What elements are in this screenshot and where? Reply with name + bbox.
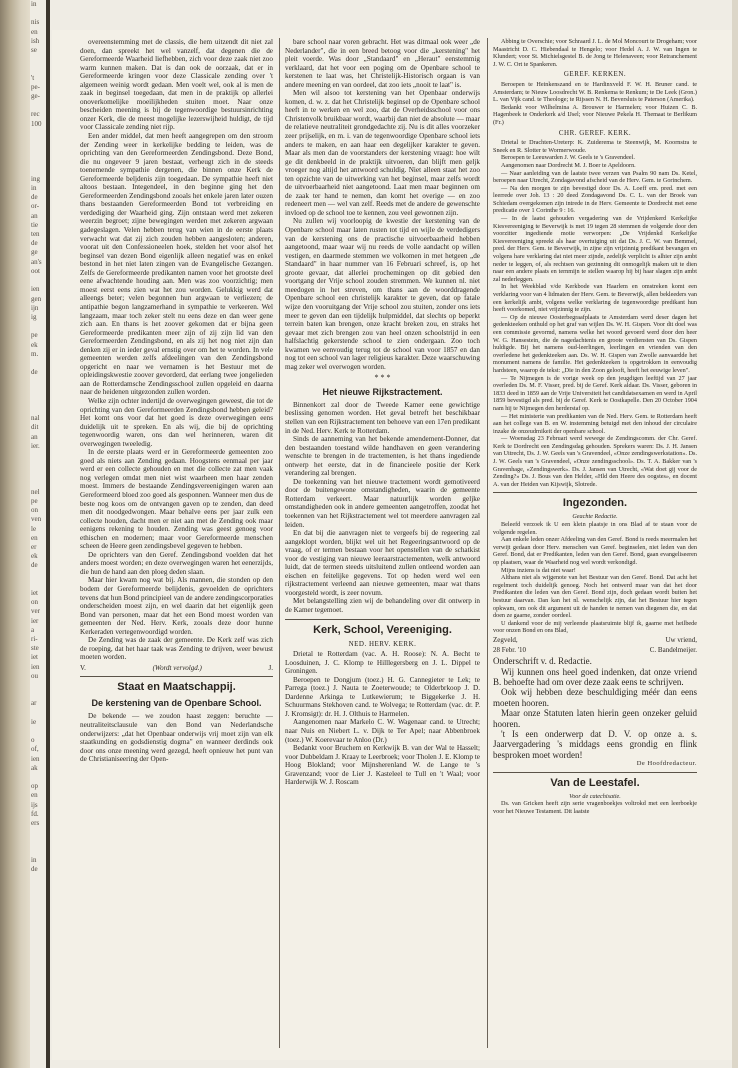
spine-fragment (31, 55, 45, 64)
letter-signature-1 (493, 637, 697, 645)
spine-fragment (31, 322, 45, 331)
col2-rule (285, 619, 480, 620)
column-divider-1 (279, 38, 280, 1048)
spine-fragment (31, 773, 45, 782)
spine-fragment (31, 727, 45, 736)
spine-fragment: dit (31, 423, 39, 432)
letter-place: Zegveld, (493, 635, 518, 644)
spine-fragment (31, 847, 45, 856)
paragraph: — Woensdag 23 Februari werd wewege de Zendingscomm. der Chr. Geref. Kerk te Dordrecht een Zendingsdag gehouden. Sprekers waren: Ds. J. H. Jansen van Uitrecht, Ds. J. W. Geels van 's Gravendeel, «Onze zendingswerkstation». Ds. J. W. Geels van 's Gravendeel, «Onze zendingsschool». Ds. T. A. Bakker van 's Gravenhage, «Zendingswerk». Ds. J. Jansen van Utrecht, «Wat doet gij voor de Zending?» Ds. J. Bous van den Helder, «Hld den Heere des oogstes», en docent A. van der Heiden van Kijswijk, Slotrede. (493, 435, 697, 488)
paragraph: Aangenomen naar Markelo C. W. Wagenaar cand. te Utrecht; naar Nuis en Niebert L. v. Dijk te Ter Apel; naar Abbenbroek (toez.) W. Koerevaar te Anloo (Dr.) (285, 718, 480, 744)
spine-fragment: tie (31, 220, 38, 229)
spine-fragment: an (31, 432, 38, 441)
spine-fragment: o (31, 736, 35, 745)
col1-signature (80, 664, 273, 673)
spine-fragment (31, 138, 45, 147)
col3-rule-2 (493, 772, 697, 773)
spine-fragment (31, 709, 45, 718)
spine-fragment: iet (31, 589, 38, 597)
spine-fragment: nis (31, 18, 40, 27)
paragraph: De toekenning van het nieuwe tractement wordt gemotiveerd door de buitengewone omstandigheden, waarin de gemeente Rotterdam verkeert. Maar natuurlijk worden geljke omstandigheden ook in andere gemeenten aangetroffen, zoodat het toekennen van het Rijkstractement wel tot meerdere aanvragen zal leiden. (285, 477, 480, 529)
paragraph: Wij kunnen ons heel goed indenken, dat onze vriend B. behoefte had om over deze zaak eens te schrijven. (493, 666, 697, 687)
spine-fragment (31, 828, 45, 837)
spine-fragment (31, 101, 45, 110)
paragraph: U dankend voor de mij verleende plaatsruimte blijf ik, gaarne met heilbede voor onzen Bond en ons Blad, (493, 619, 697, 635)
col1-sig-mid: (Wordt vervolgd.) (152, 663, 202, 672)
column-2 (285, 38, 480, 1058)
paragraph: Met belangstelling zien wij de behandeling over dit ontwerp in de Kamer tegemoet. (285, 597, 480, 614)
paragraph: In het Weekblad v/de Kerkbode van Haarlem en omstreken komt een verklaring voor van 4 lidmaten der Herv. Gem. te Beverwijk, allen bekleeders van een kerkelijk ambt, volgens welke verklaring de tegenwoordige predikant hun heeft voorkomed, niet vrijzinnig te zijn. (493, 283, 697, 314)
redaction-label: Onderschrift v. d. Redactie. (493, 656, 592, 667)
paragraph: Bedankt voor Wilhelmina A. Brouwer te Harmelen; voor Huizen C. B. Hagenbeek te Onderkerk a/d IJsel; voor Nieuwe Pekela H. Themaat te Berlikum (Fr.) (493, 103, 697, 126)
spine-fragment: 100 (31, 119, 42, 128)
spine-fragment (31, 9, 45, 18)
col3-leestafel-paragraph: Ds. van Gricken heeft zijn serie vragenboekjes voltrokd met een leerboekje voor het Nieuwe Testament. Dit laatste (493, 800, 697, 815)
paragraph: Drietal te Drachten-Ureterp: K. Zuiderema te Steenwijk, M. Koornstra te Sneek en R. Slotter te Wormerwoude. (493, 139, 697, 154)
spine-fragment (31, 451, 45, 460)
spine-fragment: pe (31, 496, 38, 505)
spine-fragment (31, 147, 45, 156)
paragraph: Beroepen te Dongjum (toez.) H. G. Cannegieter te Lek; te Parrega (toez.) J. Nauta te Zoeterwoude; te Olderbrkoop J. D. Dardenne Arkinga te Lutkewierum; te Biggekerke J. H. Schuurmans Stekhoven cand. te Wolvega; te Rotterdam (vac. dr. P. J. Kromsigt): dr. H. J. Olthuis te Harmelen. (285, 675, 480, 718)
col1-sig-right: J. (268, 663, 273, 672)
letter-close: Uw vriend, (665, 635, 697, 644)
spine-fragment: on (31, 598, 38, 607)
spine-fragment: en (31, 533, 38, 542)
article-heading-kerstening: De kerstening van de Openbare School. (91, 698, 262, 709)
paragraph: Beleefd verzoek ik U een klein plaatsje in ons Blad af te staan voor de volgende regelen. (493, 521, 697, 536)
paragraph: Welke zijn ochter indertijd de overwegingen geweest, die tot de oprichting van den Gereformeerden Zendingsbond hebben geleid? Het komt ons voor dat het goed is deze overwegingen eens duidelijk uit te spreken. En als wij, die bij de oprichting tegenwoordig waren, ons dan wel herinneren, waren dit overwegingen tweeledig. (80, 396, 273, 448)
spine-fragment: op (31, 782, 38, 791)
spine-fragment: ste (31, 644, 39, 653)
spine-fragment (31, 405, 45, 414)
spine-fragment: ijn (31, 303, 39, 312)
paragraph: — Naar aanleiding van de laatste twee verzen van Psalm 90 nam Ds. Ketel, beroepen naar Utrecht, Zondagavond afscheid van de Herv. Gem. te Gorinchem. (493, 169, 697, 185)
letter-name: C. Bandelmeijer. (649, 645, 697, 654)
spine-fragment: ig (31, 312, 37, 321)
spine-fragment (31, 377, 45, 386)
spine-fragment: se (31, 46, 37, 55)
col2-paragraphs-kerk (285, 650, 480, 787)
subheading-ned-herv-kerk: NED. HERV. KERK. (348, 639, 417, 648)
spine-fragment: ge- (31, 92, 40, 101)
spine-fragment: en (31, 791, 38, 800)
article-heading-rijkstractement: Het nieuwe Rijkstractement. (322, 386, 443, 397)
spine-fragment: ge (31, 248, 38, 257)
paragraph: Binnenkort zal door de Tweede Kamer eene gewichtige beslissing genomen worden. Het geval betreft het beschikbaar stellen van een Rijkstractement ten behoeve van een 17en predikant in de Ned. Herv. Kerk te Rotterdam. (285, 400, 480, 435)
col1-rule (80, 676, 273, 677)
spine-fragment: rec (31, 110, 40, 119)
spine-fragment (31, 156, 45, 165)
paragraph: Aan enkele leden onzer Afdeeling van den Geref. Bond is reeds meermalen het verwijt gedaan door Herv. menschen van Geref. beginselen, niet leden van den Geref. Bond, dat er Predikanten, leden van den Geref. Bond, gaan evangeliseeren op plaatsen, waar de Waarheid nog wel wordt verkondigd. (493, 536, 697, 566)
paragraph: Nu zullen wij voorloopig de kwestie der kerstening van de Openbare school maar laten rusten tot tijd en wijle de verdedigers van de kerstening ons de practische uitvoerbaarheid hebben aangetoond, maar waar wij nu reeds de volle aandacht op willen vestigen, en daarmede stemmen we volkomen in met hetgeen „de Standaard" in haar nummer van 16 Februari schreef, is, op het groote gevaar, dat allerlei prochemingen op dit gebied den voortgang der Vrije school zouden stremmen. We kunnen nl. niet meedogen in het streven, om thans aan de woorddragende Openbare school een christelijk karakter te geven, dat op fatale wijze den vooruitgang der Vrije school zou stuiten, zonder ons iets meer te geven dan een tijdelijk hulpmiddel, dat slechts op beperkt terrein baten kan brengen, onze kracht breken zou, en straks het gevaar met zich brengen zou van heel onzen schoolstrijd in een halfslachtig gekerstende school te zien ondergaan. Zoo toch kwamen we eenvoudig terug tot de school van voor 1857 en dan nog tot een school van lager religieus karakter. Deze waarschuwing mag zeker wel overwogen worden. (285, 217, 480, 371)
col3-redaction-paragraphs (493, 667, 697, 761)
spine-fragment: ak (31, 763, 38, 772)
spine-fragment: nel (31, 487, 40, 496)
spine-fragment: an's (31, 257, 42, 266)
redaction-signature: De Hoofdredacteur. (636, 760, 697, 768)
spine-fragment (31, 396, 45, 405)
spine-fragment: ien (31, 285, 40, 294)
spine-fragment (31, 469, 45, 478)
paragraph: Ook wij hebben deze beschuldiging méér dan eens moeten hooren. (493, 687, 697, 708)
spine-fragment (31, 129, 45, 138)
spine-fragment: ijs (31, 800, 38, 809)
column-3 (493, 38, 697, 1058)
spine-fragment: pe- (31, 82, 40, 91)
letter-date: 28 Febr. '10 (493, 645, 526, 654)
col2-paragraphs (285, 38, 480, 371)
spine-fragment (31, 460, 45, 469)
binding-edge (0, 0, 30, 1068)
page-right-edge (732, 0, 738, 1068)
spine-fragment: de (31, 368, 38, 377)
column-divider-2 (487, 38, 488, 1048)
spine-fragment: er (31, 542, 37, 551)
paragraph: — Na den morgen te zijn bevestigd door Ds. A. Loeff em. pred. met een leerrede over Joh. 13 : 20 deed Zondagavond Ds. C. L. van der Broek van Schiedam overgekomen zijn intrede in de Herv. Gemeente te Dordrecht met eene predicatie over 1 Corinthe 9 : 16. (493, 184, 697, 215)
paragraph: Men wil alsoo tot kerstening van het Openbaar onderwijs komen, d. w. z. dat het Christelijk beginsel op de Openbare school heeft in te werken en wel zoo, dat de Overheidsschool voor ons Christenvolk bruikbaar wordt, waarbij dan niet de absolute — maar de relatieve neutraliteit grondgedachte zij. Nu is dit alles voorzeker zeer prijselijk, en m. i. van de tegenwoordige Openbare school iets anders te maken, en aan haar een degelijker karakter te geven. Maar als men dan de voorstanders der kerstening vraagt: hoe wilt ge dit denkbeeld in de praktijk uitvoeren, dan blijft men geljk vroeger nog altijd het antwoord schuldig. Niet alleen staat het zoo ten opzichte van de uitwerking van het beginsel, maar zelfs wordt de uitvoerbaarheid niet aangetoond. Laat men maar beginnen om de zaak ter hand te nemen, dan komt het overige — en zoo redeneert men — wel van zelf. Reeds met de andere de gewenschte invloed op de school toe te kennen, zou veel gewonnen zijn. (285, 89, 480, 217)
spine-fragment: 't (31, 73, 35, 82)
paragraph: Maar onze Statuten laten hierin geen onzeker geluid hooren. (493, 708, 697, 729)
paragraph: Beroepen te Leeuwarden J. W. Geels te 's Gravendeel. (501, 154, 635, 162)
spine-fragment: on (31, 506, 38, 515)
paragraph: Mijns inziens is dat niet waar! (501, 566, 576, 574)
section-heading-staat: Staat en Maatschappij. (117, 681, 236, 694)
spine-fragment (31, 681, 45, 690)
col3-letter-paragraphs (493, 521, 697, 635)
spine-fragment (31, 837, 45, 846)
letter-signature-2 (493, 647, 697, 655)
paragraph: In de eerste plaats werd er in Gereformeerde gemeenten zoo goed als niets aan Zending gedaan. Hoogstens eenmaal per jaar werd er een collecte gehouden en met die collecte zat men vaak nog verlegen omdat men niet wist waarheen men haar zenden moest. Immers de bestaande Zendingsvereenigingen waren aan Gereformeerd bloed zoo goed als gesponnen. Wanneer men dus de beste nog koos om de ontvangen gaven op te zenden, dan deed men dit noodgedwongen. Maar behalve eens per jaar zulk een collecte houden, dacht men er niet aan met de Zending ook maar eenigens rekening te houden. Zending was geest genoeg voor ethischen en modernen; maar voor Gereformeerde menschen scheen de Heere geen zendingsbevel gegeven te hebben. (80, 448, 273, 551)
section-heading-kerk-school: Kerk, School, Vereeniging. (313, 623, 452, 636)
spine-fragment: m. (31, 349, 39, 358)
spine-fragment: an (31, 211, 38, 220)
section-heading-leestafel: Van de Leestafel. (550, 776, 640, 789)
subheading-geachte-redactie: Geachte Redactie. (572, 513, 618, 521)
spine-fragment (31, 276, 45, 285)
spine-fragment: le (31, 524, 37, 533)
spine-fragment: in (31, 184, 37, 193)
paragraph: bare school naar voren gebracht. Het was ditmaal ook weer „de Nederlander", die in een breed betoog voor die „kerstening" het pleit voerde. Was door „Standaard" en „Heraut" eenstemmig verklaard, dat het voor een poging om de Openbare school te kerstenen te laat was, het Christelijk-Historisch orgaan is van andere meening en van oordeel, dat zoo iets „nooit te laat" is. (285, 38, 480, 89)
col2-paragraphs-rijk (285, 401, 480, 615)
left-column-rule (46, 0, 50, 1068)
paragraph: Bedankt voor Bruchem en Kerkwijk B. van der Wal te Hasselt; voor Dubbeldam J. Kraay te Leerbroek; voor Tholen J. E. Klomp te Hoog Blokland; voor Mijnsherenland W. de Lange te 's Gravenzand; voor de Lier J. Kasteleel te Tull en 't Waal; voor Harderwijk W. J. Roscam (285, 744, 480, 787)
section-stars: * * * (374, 373, 391, 383)
spine-fragment (31, 580, 45, 589)
spine-fragment: ek (31, 340, 38, 349)
spine-fragment: ers (31, 819, 40, 828)
spine-fragment: in (31, 0, 37, 8)
paragraph: overeenstemming met de classis, die hem uitzendt dit niet zal doen, dan spreekt het wel vanzelf, dat degenen die de Gereformeerde Waarheid liefhebben, zich voor deze zaak niet zoo warm kunnen maken. Dat is dan ook de oorzaak, dat er in Gereformeerde kringen voor deze Classicale zending over 't algemeen weinig wordt gedaan. Men voelt wel, ook al is men de zaak in beginsel toegedaan, dat men in de praktijk op allerlei onoverkomelijke moeilijkheden stuiten moet. Naar onze bescheiden meening is bij de tegenwoordige bestuursinrichting onzer Kerk, die de meest mogelijke lezerswijheid huldigt, de tijd voor Classicale zending niet rijp. (80, 38, 273, 132)
spine-fragment: ie (31, 717, 37, 726)
col3-geref-paragraphs (493, 81, 697, 127)
spine-fragment: fd. (31, 809, 39, 818)
spine-fragment: a (31, 625, 35, 634)
col1-tail-paragraph: De bekende — we zoudon haast zeggen: beruchte — neutraliteitsclausule van den Bond van Nederlandsche onderwijzers: „dat het Openbaar onderwijs vrij moet zijn van elk staatkunding en godsdienstig dogma" en wanneer derdinds ook door ons onze meening werd gezegd, heeft opnieuw het punt van de Christianiseering der Open- (80, 712, 273, 764)
paragraph: 't Is een onderwerp dat D. V. op onze a. s. Jaarvergadering 's middags eens grondig en flink besproken moet worden! (493, 728, 697, 760)
paragraph: En dat bij die aanvragen niet te vergeefs bij de regeering zal aangeklopt worden, blijkt wel uit het Regeeringsantwoord op de vraag, of er termen bestaan voor het openstellen van de schatkist voor de vestiging van nieuwe leeraarstractementen, welk antwoord luidt, dat de termen steeds uitsluitend zullen ontleend worden aan eischen en feitelijke gegevens. Tot op heden werd wel een rijkstractement verleend aan nieuwe gemeenten, maar wat thans voorgesteld wordt, is zeer novum. (285, 529, 480, 597)
paragraph: De Zending was de zaak der gemeente. De Kerk zelf was zich de roeping, dat het haar taak was Zending te drijven, weer bewust moeten worden. (80, 636, 273, 662)
spine-text-column (31, 0, 45, 1068)
spine-fragment: in (31, 855, 37, 864)
paragraph: De oprichters van den Geref. Zendingsbond voelden dat het anders moest worden; en deze overwegingen waren het eenerzijds, die hun de hand aan den ploeg deden slaan. (80, 550, 273, 576)
spine-fragment: ver (31, 607, 40, 616)
subheading-geref-kerken: GEREF. KERKEN. (563, 70, 627, 79)
spine-fragment: iet (31, 653, 38, 662)
spine-fragment: oot (31, 266, 40, 275)
spine-fragment: or- (31, 202, 40, 211)
spine-fragment (31, 571, 45, 580)
paragraph: — Te Nijmegen is de vorige week op den jeugdigen leeftijd van 27 jaar overleden Ds. M. F. Visser, pred. bij de Geref. Kerk aldaar. Ds. Visser, geboren in 1833 deed in 1859 aan de Vrije Universiteit het candidatsexamen en werd in April 1859 bevestigd als pred. bij de Geref. Kerk te Oostkapelle. Den 20 October 1904 nam hij te Nijmegen den herderstaf op. (493, 374, 697, 412)
spine-fragment: ien (31, 754, 40, 763)
col3-intro: Abbing te Overschie; voor Schraard J. L. de Mol Moncourt te Drogeham; voor Maastricht D. C. Hiebendaal te Hengelo; voor Hedel A. J. W. van Ingen te Klundert; voor St. Michielsgestel B. de Jong te Helenaveen; voor Retranchement J. W. C. Ort te Spankeren. (493, 38, 697, 68)
subheading-chr-geref-kerk: CHR. GEREF. KERK. (558, 128, 632, 137)
col1-paragraphs (80, 38, 273, 662)
spine-fragment: gen (31, 294, 42, 303)
col3-chr-paragraphs (493, 139, 697, 488)
column-1 (80, 38, 273, 1058)
paragraph: Althans niet als wijgenote van het Bestuur van den Geref. Bond. Dat acht het regelment toch duidelijk genoeg. Noch het ontwerd maar van dat het door Predikanten die leden van den Geref. Bond zijn, doch gedaan wordt buiten het bestuur daarvan. Dan kan het nl. wenschelijk zijn, dat het Bestuur hier tegen opkwam, om ook dit argument uit de handen te nemen van diegenen die, en dat doen ze gaarne, zonder oordeel. (493, 574, 697, 620)
paragraph: Maar hier kwam nog wat bij. Als mannen, die stonden op den bodem der Gereformeerde belijdenis, gevoelden de oprichters tevens dat hun Bond principieel van de andere zendingscorporaties onderscheiden moest zijn, en wel daarin dat het eigenlijk geen Bond van personen, maar dat het een Bond moest worden van gemeenten der Ned. Herv. Kerk, zooals deze door hunne Kerkeraden vertegenwoordigd worden. (80, 576, 273, 636)
spine-fragment: ri- (31, 635, 38, 644)
spine-fragment: de (31, 193, 38, 202)
paragraph: Een ander middel, dat men heeft aangegrepen om den stroom der Zending weer in kerkelijke bedding te leiden, was de oprichting van den Gereformeerden Zendingsbond. Deze Bond, die nu ongeveer 9 jaren bestaat, verheugt zich in de steeds toenemende sympathie dergenen, die binnen onze Kerk de Gereformeerde beljdenis zijn toegedaan. De sympathie heeft niet altoos bestaan. Integendeel, in den beginne ging het den Gereformeerden Zendingsbond zooals het enkele jaren later ouzen thans bestaanden Gereformeerden Bond tot verbreiding en verdediging der Waarheid ging. Zijn ontstaan werd met zekeren weerzin begroet; zijne bewegingen werden met zekeren argwaan gadegeslagen. Velen hebben terug van wien in de eerste plaats verwacht wat dat zij zich zouden hebben aangesloten; anderen, voorat uit den Confessioneelen hoek, stelden het voor alsof het beginsel van dezen Bond eigenlijk alleen negatief was en enkel bestond in het niet laten zingen van de Evangelische Gezangen. Zelfs de Gereformeerde predikanten namen voor het grootste deel eene afwachtende houding aan. Men was zoo voorzichtig; men moest eerst eens zien wat het zou worden. Gelukkig werd dat alleengs beter; velen begonnen hun argwaan te verliezen; de antipathie begon langzamerhand in sympathie te verkeeren. Wel langzaam, maar toch zeker stelt nu eens deze en dan weer gene zich aan. En thans is het zoover gekomen dat er bijna geen Gereformeerde predikanten meer zijn of zij zijn lid van den Gereformeerden Zendingsbond, en als zij het nog niet zijn dan denken zij er in ieder geval ernstig over om het te worden. In vele gemeenten werden zelfs afdeelingen van den Zendingsbond opgericht en naar we vernamen is het Bestuur met de opleidingskwestie zoover gevorderd, dat eerlang twee jongelieden aan de Rotterdamsche Zendingsschool zullen opgeleid en daarna naar de heidenen uitgezonden zullen worden. (80, 132, 273, 397)
spine-fragment (31, 690, 45, 699)
paragraph: — Op de nieuwe Oosterbegraafplaats te Amsterdam werd deser dagen het gedenkteeken onthuld op het graf van wijlen Ds. W. H. Gispen. Voor dit doel was een commissie gevormd, namens welke het woord gevoerd werd door den heer W. G. Hansestein, die de nagedachtenis en groote verdiensten van Ds. Gispen huldigde. Bij het namens oud-leerlingen, leerlingen en vrienden van den overledene het gedenkteeken aan. Ds. W. H. Gispen van Zwolle aanvaardde het monument namens de familie. Het gedenkteeken is opgetrokken in eenvoudig hardsteen, waarop de tekst: „Die in den Zoon gelooft, heeft het eeuwige leven". (493, 313, 697, 374)
spine-fragment: de (31, 561, 38, 570)
spine-fragment: ven (31, 515, 42, 524)
paragraph: Aangenomen naar Dordrecht M. J. Boer te Apeldoorn. (501, 161, 636, 169)
spine-fragment: of, (31, 745, 39, 754)
spine-fragment: en (31, 27, 38, 36)
spine-fragment: pe (31, 331, 38, 340)
spine-fragment: ar (31, 699, 37, 708)
spine-fragment: ek (31, 552, 38, 561)
col1-sig-left: V. (80, 663, 86, 672)
paragraph: — Het ministerie van predikanten van de Ned. Herv. Gem. te Rotterdam heeft aan het college van B. en W. instemming betuigd met den inhoud der circulaire inzake de onzeudrnikeit der openbare school. (493, 412, 697, 435)
spine-fragment (31, 64, 45, 73)
subheading-catechisatie: Voor de catechisatie. (569, 792, 621, 800)
paragraph: Sinds de aanneming van het bekende amendement-Donner, dat den bestaanden toestand wilde handhaven en geen verandering wenschte te brengen in de tractementen, is het thans ingediende ontwerp het eerste, dat in de financieele positie der Kerk verandering zal brengen. (285, 435, 480, 478)
spine-fragment: de (31, 239, 38, 248)
paragraph: Beroepen te Heinkenszand en te Hardinxveld F. W. H. Bruner cand. te Amsterdam; te Nieuw Loosdrecht W. B. Renkema te Renkum; te De Leek (Gron.) L. van Vijk cand. te Theologe; te Rijssen N. H. Beversluis te Paterson (Amerika). (493, 80, 697, 104)
section-heading-ingezonden: Ingezonden. (562, 497, 628, 510)
spine-fragment: ier. (31, 441, 40, 450)
spine-fragment: ish (31, 36, 40, 45)
paragraph: Drietal te Rotterdam (vac. A. H. Roose): N. A. Becht te Loosduinen, J. C. Klomp te Hilllegersberg en J. L. Dippel te Groningen. (285, 650, 480, 676)
spine-fragment: nal (31, 414, 40, 423)
spine-fragment: ou (31, 671, 38, 680)
spine-fragment (31, 479, 45, 488)
spine-fragment: ing (31, 174, 40, 183)
spine-fragment (31, 387, 45, 396)
spine-fragment: de (31, 865, 38, 874)
spine-fragment: ten (31, 230, 40, 239)
spine-fragment (31, 359, 45, 368)
paragraph: — In de laatst gehouden vergadering van de Vrijdenkerd Kerkelijke Kiesvereeniging te Beverwijk is met 19 tegen 28 stemmen de volgende door den voorzitter ingediende motie verworpen: „De Vrijdenkd Kerkelijke Kiesvereeniging spreekt als haar overtuiging uit dat Ds. J. C. W. van Bemmel, pred. der Herv. Gem. te Beverwijk, in zijne zijn vrijzinnig predikant bevangen en volgens hare verklaring dat niet meer zijnde, zedelijk verplicht is alhier zijn ambt neder te leggen, of, als rechtsen van gezinning dit onmogelijk maken uit te dien naar een andere plaats en ternmijn te stellen waarop hij bij haar slagen zijn ambt zal nederleggen. (493, 215, 697, 283)
spine-fragment (31, 166, 45, 175)
spine-fragment: ien (31, 662, 40, 671)
spine-fragment: ier (31, 616, 39, 625)
col3-rule-1 (493, 492, 697, 493)
